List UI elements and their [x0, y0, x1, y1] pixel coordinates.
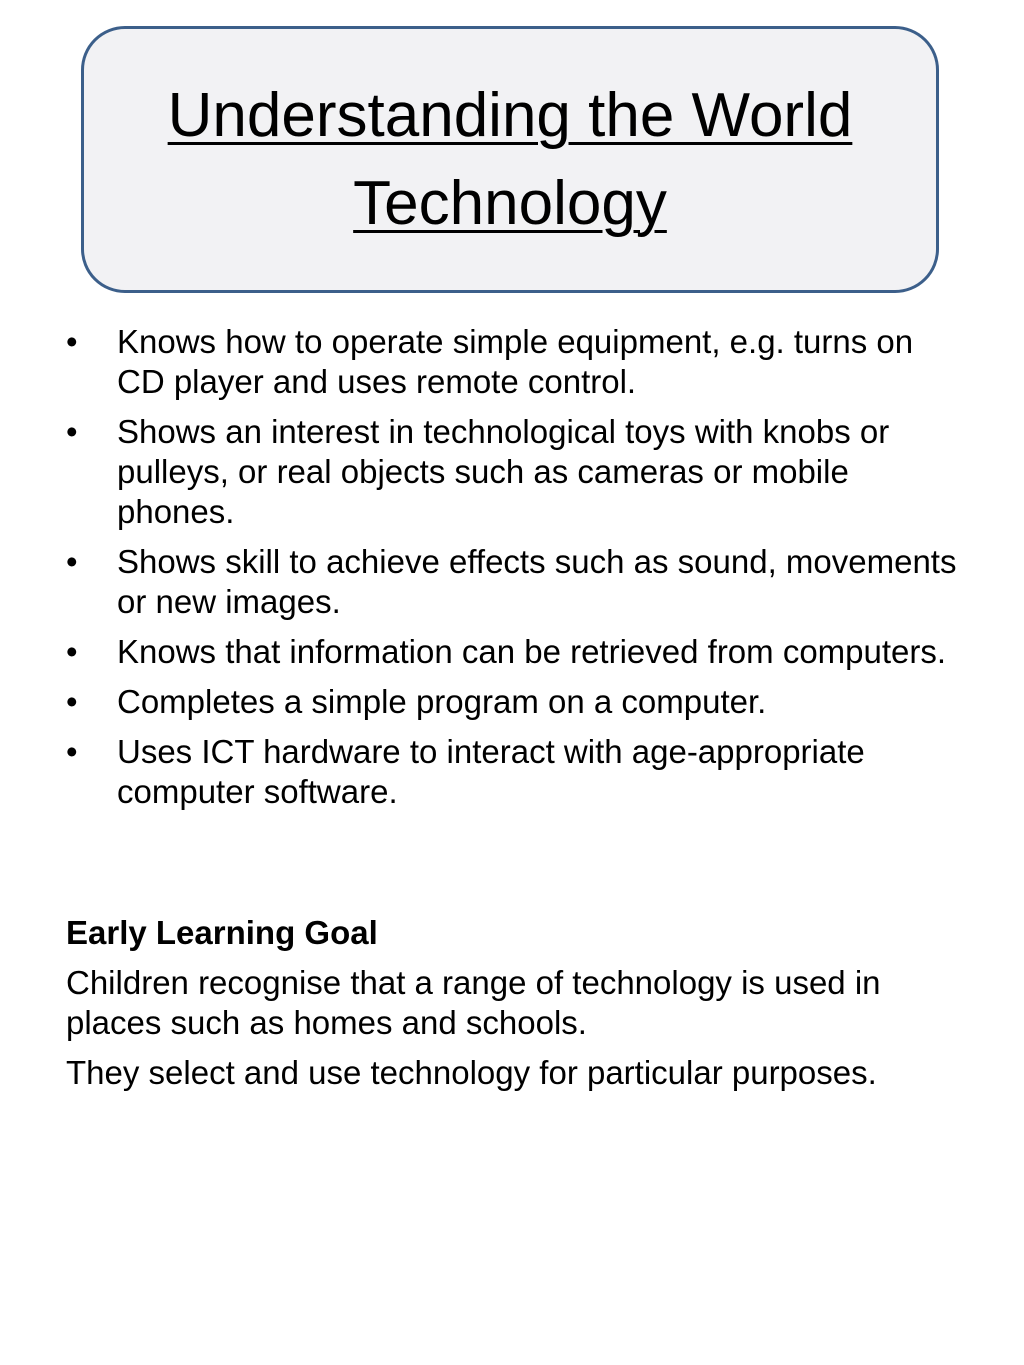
bullet-icon: • — [66, 683, 78, 720]
page-title-line-2: Technology — [353, 168, 667, 238]
bullet-text: Shows an interest in technological toys with knobs or pulleys, or real objects such as cameras or mobile phones. — [117, 413, 890, 530]
bullet-item — [66, 682, 966, 722]
goal-paragraph-2: They select and use technology for particular purposes. — [66, 1054, 877, 1091]
bullet-item — [66, 412, 966, 532]
bullet-item — [66, 632, 966, 672]
bullet-item — [66, 542, 966, 622]
bullet-icon: • — [66, 633, 78, 670]
page-title-line-1: Understanding the World — [167, 80, 853, 150]
bullet-item — [66, 732, 966, 812]
bullet-text: Uses ICT hardware to interact with age-appropriate computer software. — [117, 733, 865, 810]
bullet-icon: • — [66, 543, 78, 580]
bullet-icon: • — [66, 323, 78, 360]
goal-heading: Early Learning Goal — [66, 914, 378, 951]
bullet-text: Knows how to operate simple equipment, e.g. turns on CD player and uses remote control. — [117, 323, 914, 400]
bullet-text: Shows skill to achieve effects such as sound, movements or new images. — [117, 543, 957, 620]
title-box — [81, 26, 939, 293]
bullet-text: Completes a simple program on a computer. — [117, 683, 767, 720]
bullet-icon: • — [66, 413, 78, 450]
bullet-item — [66, 322, 966, 402]
bullet-list — [66, 322, 966, 822]
bullet-icon: • — [66, 733, 78, 770]
bullet-text: Knows that information can be retrieved from computers. — [117, 633, 947, 670]
goal-paragraph-1: Children recognise that a range of technology is used in places such as homes and schools. — [66, 964, 881, 1041]
early-learning-goal-section — [66, 913, 966, 1103]
